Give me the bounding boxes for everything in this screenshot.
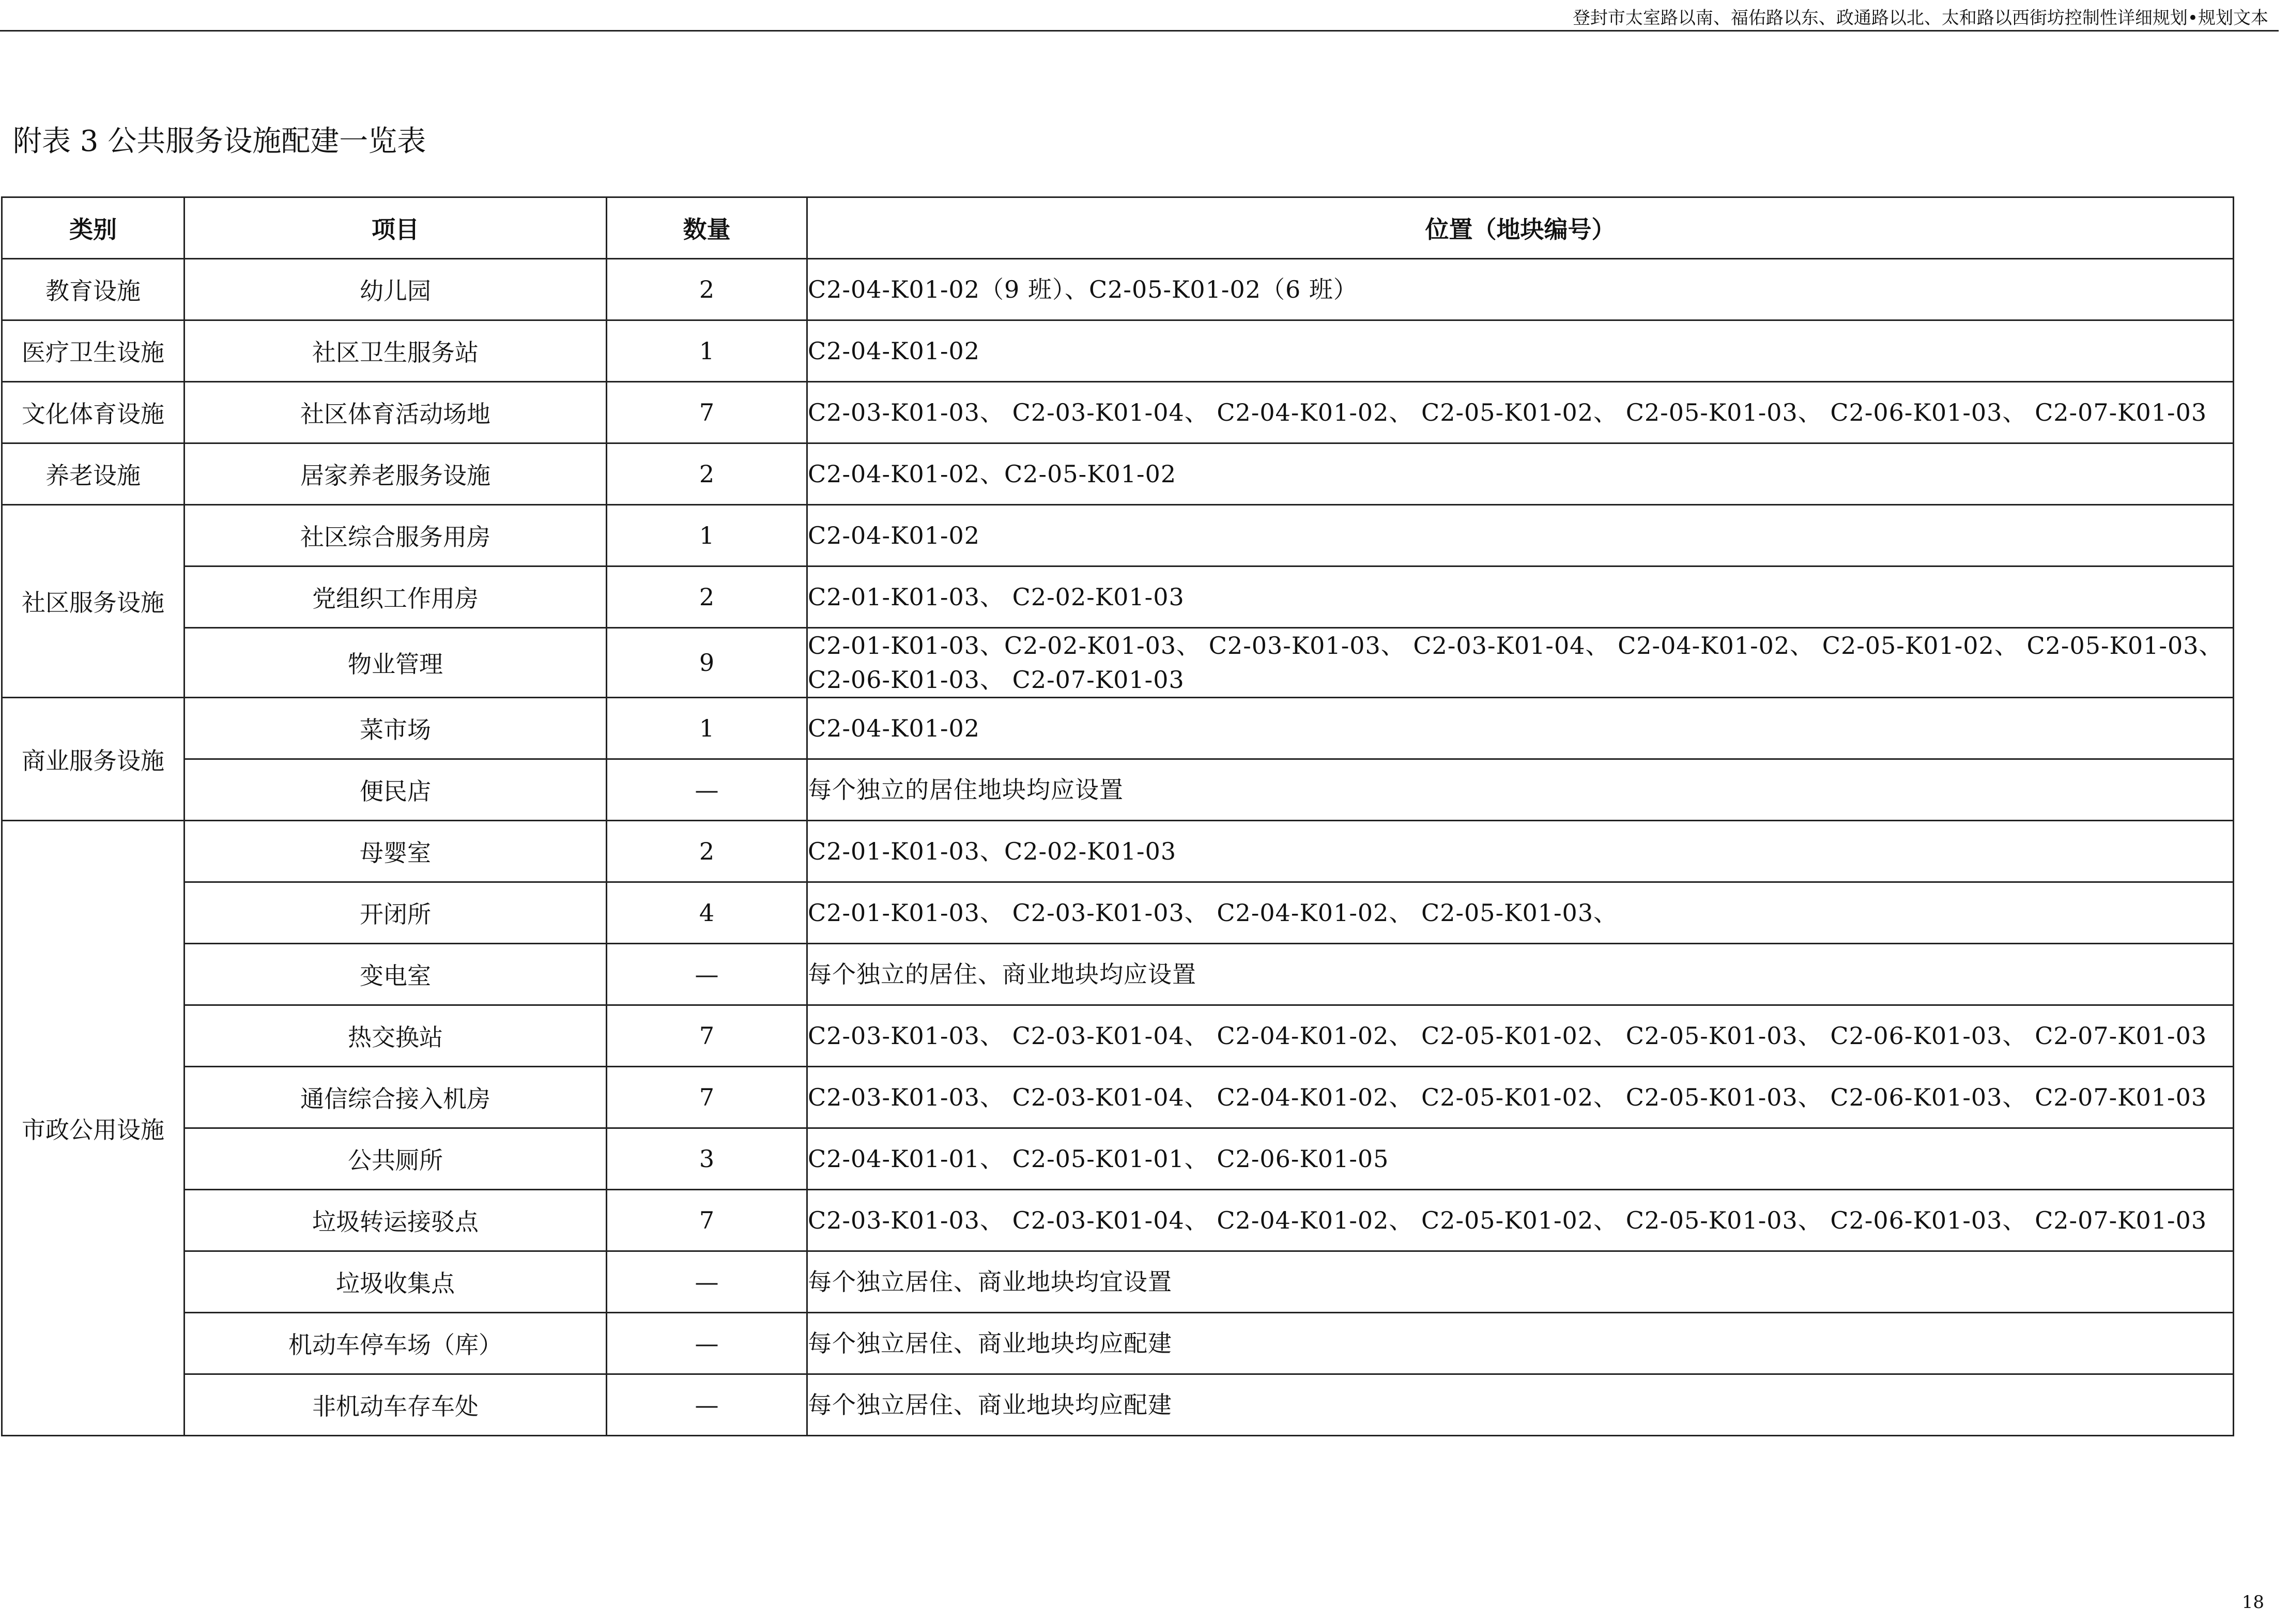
table-row — [2, 1190, 2234, 1251]
table-row — [2, 443, 2234, 505]
table-row — [2, 1313, 2234, 1374]
category-cell: 文化体育设施 — [2, 382, 185, 443]
item-cell: 垃圾收集点 — [185, 1251, 607, 1313]
item-cell: 党组织工作用房 — [185, 566, 607, 628]
quantity-cell: 2 — [607, 443, 807, 505]
item-cell: 社区综合服务用房 — [185, 505, 607, 566]
category-cell: 教育设施 — [2, 259, 185, 320]
page-title: 附表 3 公共服务设施配建一览表 — [13, 125, 426, 158]
item-cell: 便民店 — [185, 759, 607, 821]
item-cell: 机动车停车场（库） — [185, 1313, 607, 1374]
table-row — [2, 1128, 2234, 1190]
category-cell: 市政公用设施 — [2, 821, 185, 1436]
location-cell: 每个独立居住、商业地块均宜设置 — [807, 1251, 2234, 1313]
location-cell: C2-04-K01-02（9 班）、C2-05-K01-02（6 班） — [807, 259, 2234, 320]
item-cell: 变电室 — [185, 944, 607, 1005]
location-cell: C2-04-K01-01、 C2-05-K01-01、 C2-06-K01-05 — [807, 1128, 2234, 1190]
table-row — [2, 1067, 2234, 1128]
location-cell: C2-01-K01-03、C2-02-K01-03、 C2-03-K01-03、 C2-03-K01-04、 C2-04-K01-02、 C2-05-K01-02、 C2-05-K01-03、 C2-06-K01-03、 C2-07-K01-03 — [807, 628, 2234, 698]
table-row — [2, 566, 2234, 628]
location-cell: C2-01-K01-03、C2-02-K01-03 — [807, 821, 2234, 882]
column-header-quantity: 数量 — [607, 197, 807, 259]
table-body — [2, 259, 2234, 1436]
quantity-cell: 7 — [607, 382, 807, 443]
quantity-cell: 2 — [607, 259, 807, 320]
column-header-category: 类别 — [2, 197, 185, 259]
quantity-cell: — — [607, 1313, 807, 1374]
quantity-cell: — — [607, 759, 807, 821]
location-cell: C2-04-K01-02 — [807, 698, 2234, 759]
table-row — [2, 1005, 2234, 1067]
table-header-row — [2, 197, 2234, 259]
column-header-item: 项目 — [185, 197, 607, 259]
quantity-cell: 1 — [607, 505, 807, 566]
category-cell: 养老设施 — [2, 443, 185, 505]
quantity-cell: 9 — [607, 628, 807, 698]
quantity-cell: — — [607, 1374, 807, 1436]
table-row — [2, 320, 2234, 382]
table-row — [2, 698, 2234, 759]
location-cell: C2-03-K01-03、 C2-03-K01-04、 C2-04-K01-02、 C2-05-K01-02、 C2-05-K01-03、 C2-06-K01-03、 C2-07-K01-03 — [807, 1005, 2234, 1067]
location-cell: C2-04-K01-02、C2-05-K01-02 — [807, 443, 2234, 505]
item-cell: 公共厕所 — [185, 1128, 607, 1190]
table-row — [2, 259, 2234, 320]
location-cell: C2-04-K01-02 — [807, 320, 2234, 382]
item-cell: 幼儿园 — [185, 259, 607, 320]
quantity-cell: 2 — [607, 566, 807, 628]
item-cell: 热交换站 — [185, 1005, 607, 1067]
quantity-cell: 1 — [607, 320, 807, 382]
location-cell: 每个独立的居住地块均应设置 — [807, 759, 2234, 821]
item-cell: 通信综合接入机房 — [185, 1067, 607, 1128]
table-row — [2, 944, 2234, 1005]
table-row — [2, 628, 2234, 698]
table-row — [2, 1251, 2234, 1313]
item-cell: 居家养老服务设施 — [185, 443, 607, 505]
column-header-location: 位置（地块编号） — [807, 197, 2234, 259]
item-cell: 菜市场 — [185, 698, 607, 759]
header-rule — [0, 30, 2279, 32]
running-header: 登封市太室路以南、福佑路以东、政通路以北、太和路以西街坊控制性详细规划•规划文本 — [1572, 8, 2268, 28]
quantity-cell: 7 — [607, 1005, 807, 1067]
item-cell: 垃圾转运接驳点 — [185, 1190, 607, 1251]
location-cell: C2-03-K01-03、 C2-03-K01-04、 C2-04-K01-02、 C2-05-K01-02、 C2-05-K01-03、 C2-06-K01-03、 C2-07-K01-03 — [807, 1190, 2234, 1251]
table-row — [2, 382, 2234, 443]
table-row — [2, 882, 2234, 944]
quantity-cell: 2 — [607, 821, 807, 882]
location-cell: C2-01-K01-03、 C2-02-K01-03 — [807, 566, 2234, 628]
item-cell: 社区卫生服务站 — [185, 320, 607, 382]
quantity-cell: 3 — [607, 1128, 807, 1190]
facilities-table — [1, 196, 2234, 1436]
table-row — [2, 1374, 2234, 1436]
page-number: 18 — [2241, 1592, 2264, 1613]
category-cell: 商业服务设施 — [2, 698, 185, 821]
table-row — [2, 821, 2234, 882]
item-cell: 开闭所 — [185, 882, 607, 944]
location-cell: C2-01-K01-03、 C2-03-K01-03、 C2-04-K01-02、 C2-05-K01-03、 — [807, 882, 2234, 944]
category-cell: 社区服务设施 — [2, 505, 185, 698]
category-cell: 医疗卫生设施 — [2, 320, 185, 382]
quantity-cell: — — [607, 1251, 807, 1313]
table-row — [2, 759, 2234, 821]
item-cell: 母婴室 — [185, 821, 607, 882]
quantity-cell: — — [607, 944, 807, 1005]
item-cell: 社区体育活动场地 — [185, 382, 607, 443]
item-cell: 非机动车存车处 — [185, 1374, 607, 1436]
location-cell: 每个独立居住、商业地块均应配建 — [807, 1313, 2234, 1374]
quantity-cell: 4 — [607, 882, 807, 944]
location-cell: C2-03-K01-03、 C2-03-K01-04、 C2-04-K01-02、 C2-05-K01-02、 C2-05-K01-03、 C2-06-K01-03、 C2-07-K01-03 — [807, 1067, 2234, 1128]
table-row — [2, 505, 2234, 566]
location-cell: C2-03-K01-03、 C2-03-K01-04、 C2-04-K01-02、 C2-05-K01-02、 C2-05-K01-03、 C2-06-K01-03、 C2-07-K01-03 — [807, 382, 2234, 443]
quantity-cell: 7 — [607, 1067, 807, 1128]
quantity-cell: 1 — [607, 698, 807, 759]
location-cell: 每个独立的居住、商业地块均应设置 — [807, 944, 2234, 1005]
location-cell: C2-04-K01-02 — [807, 505, 2234, 566]
quantity-cell: 7 — [607, 1190, 807, 1251]
item-cell: 物业管理 — [185, 628, 607, 698]
location-cell: 每个独立居住、商业地块均应配建 — [807, 1374, 2234, 1436]
